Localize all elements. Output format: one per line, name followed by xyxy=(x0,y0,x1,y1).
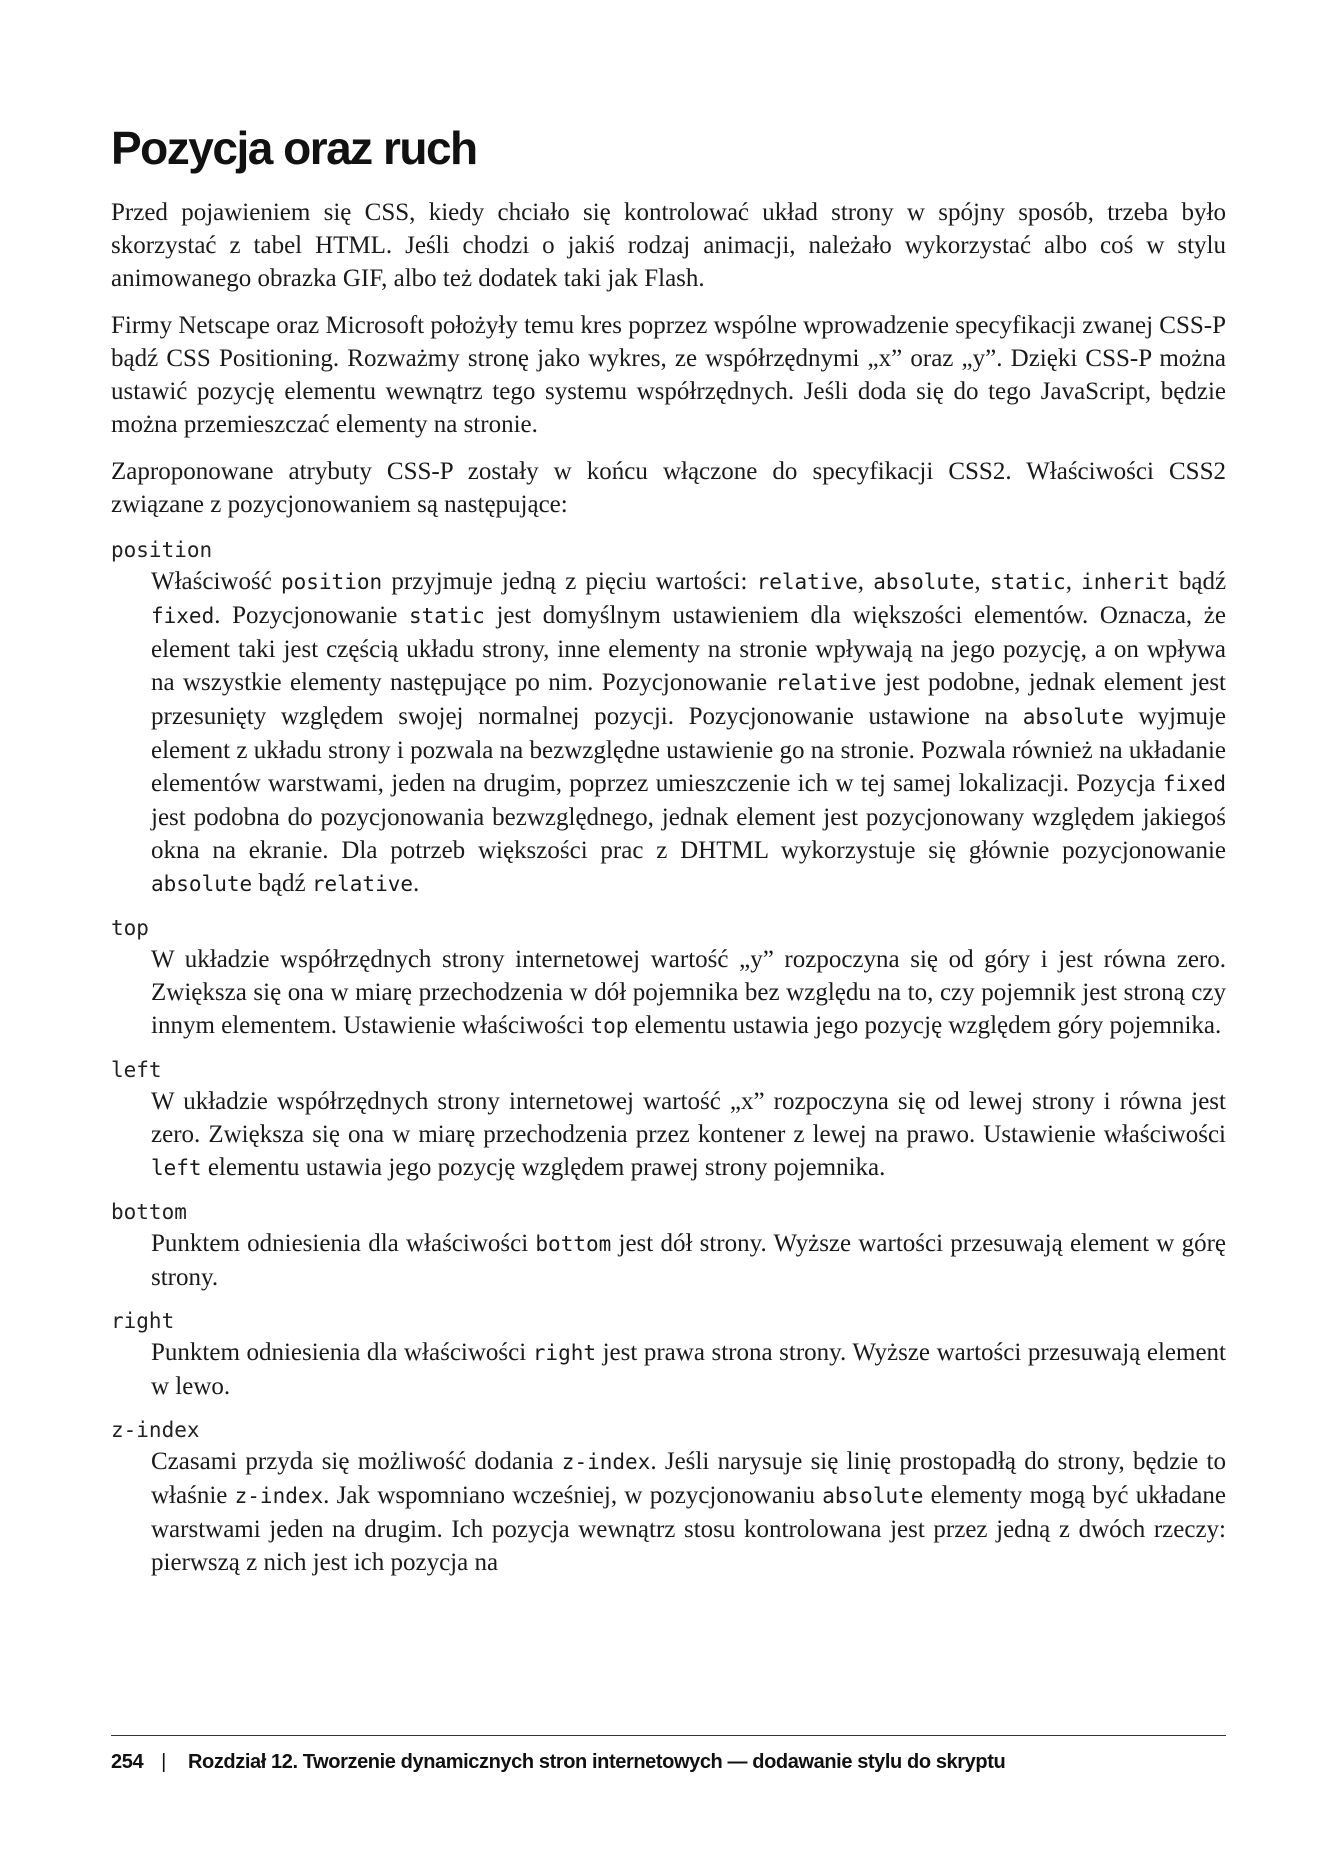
description-text: przyjmuje jedną z pięciu wartości: xyxy=(382,568,757,595)
inline-code: z-index xyxy=(234,1484,324,1508)
description-text: jest domyślnym ustawieniem dla większości elementów. Oznacza, że element taki jest częścią układu strony, inne elementy na stronie wpływają na jego pozycję, a on wpływa na wszystkie elementy następujące po nim. Pozycjonowanie xyxy=(151,602,1226,696)
inline-code: relative xyxy=(756,570,858,594)
inline-code: static xyxy=(989,570,1066,594)
description-text: W układzie współrzędnych strony internetowej wartość „y” rozpoczyna się od góry i jest równa zero. Zwiększa się ona w miarę przechodzenia w dół pojemnika bez względu na to, czy pojemnik jest stroną czy innym elementem. Ustawienie właściwości xyxy=(151,946,1226,1039)
property-description-bottom xyxy=(151,1227,1226,1294)
page-body xyxy=(111,118,1226,1591)
property-term-right: right xyxy=(111,1309,175,1333)
description-text: wyjmuje element z układu strony i pozwala na bezwzględne ustawienie go na stronie. Pozwala również na układanie elementów warstwami, jeden na drugim, poprzez umieszczenie ich w tej samej lokalizacji. Pozycja xyxy=(151,703,1226,797)
description-text: . Jeśli narysuje się linię prostopadłą do strony, będzie to właśnie xyxy=(151,1448,1226,1509)
property-term-left: left xyxy=(111,1058,162,1082)
description-text: , xyxy=(857,568,874,595)
property-term-bottom: bottom xyxy=(111,1200,187,1224)
description-text: elementu ustawia jego pozycję względem góry pojemnika. xyxy=(628,1012,1222,1039)
description-text: Punktem odniesienia dla właściwości xyxy=(151,1230,536,1257)
inline-code: relative xyxy=(775,671,877,695)
property-description-right xyxy=(151,1336,1226,1403)
inline-code: absolute xyxy=(822,1484,924,1508)
inline-code: z-index xyxy=(561,1450,651,1474)
property-term-top: top xyxy=(111,916,149,940)
inline-code: relative xyxy=(311,872,414,896)
inline-code: top xyxy=(590,1014,629,1038)
intro-paragraph-2: Firmy Netscape oraz Microsoft położyły temu kres poprzez wspólne wprowadzenie specyfikacji zwanej CSS-P bądź CSS Positioning. Rozważmy stronę jako wykres, ze współrzędnymi „x” oraz „y”. Dzięki CSS-P można ustawić pozycję elementu wewnątrz tego systemu współrzędnych. Jeśli doda się do tego JavaScript, będzie można przemieszczać elementy na stronie. xyxy=(111,312,1226,438)
footer-separator: | xyxy=(161,1751,166,1773)
description-text: , xyxy=(974,568,990,595)
description-text: , xyxy=(1065,568,1082,595)
inline-code: absolute xyxy=(151,872,253,896)
property-list xyxy=(111,535,1226,1579)
inline-code: static xyxy=(408,604,485,628)
description-text: elementu ustawia jego pozycję względem prawej strony pojemnika. xyxy=(201,1154,886,1181)
description-text: elementy mogą być układane warstwami jeden na drugim. Ich pozycja wewnątrz stosu kontrolowana jest przez jedną z dwóch rzeczy: pierwszą z nich jest ich pozycja na xyxy=(151,1482,1226,1576)
page-number: 254 xyxy=(111,1751,144,1773)
intro-paragraph-1: Przed pojawieniem się CSS, kiedy chciało się kontrolować układ strony w spójny sposób, trzeba było skorzystać z tabel HTML. Jeśli chodzi o jakiś rodzaj animacji, należało wykorzystać albo coś w stylu animowanego obrazka GIF, albo też dodatek taki jak Flash. xyxy=(111,199,1226,292)
description-text: . Jak wspomniano wcześniej, w pozycjonowaniu xyxy=(323,1482,823,1509)
footer-divider xyxy=(111,1735,1226,1736)
inline-code: position xyxy=(280,570,383,594)
intro-paragraph-3: Zaproponowane atrybuty CSS-P zostały w końcu włączone do specyfikacji CSS2. Właściwości CSS2 związane z pozycjonowaniem są następujące: xyxy=(111,458,1226,518)
property-term-z-index: z-index xyxy=(111,1418,200,1442)
description-text: bądź xyxy=(252,870,312,897)
description-text: Czasami przyda się możliwość dodania xyxy=(151,1448,562,1475)
property-description-z-index xyxy=(151,1445,1226,1579)
property-description-position xyxy=(151,565,1226,901)
inline-code: left xyxy=(151,1156,202,1180)
inline-code: absolute xyxy=(1022,705,1124,729)
description-text: jest podobna do pozycjonowania bezwzględnego, jednak element jest pozycjonowany względem jakiegoś okna na ekranie. Dla potrzeb większości prac z DHTML wykorzystuje się głównie pozycjonowanie xyxy=(151,804,1226,864)
section-title: Pozycja oraz ruch xyxy=(111,122,477,174)
description-text: . Pozycjonowanie xyxy=(214,602,409,629)
property-term-position: position xyxy=(111,538,213,562)
description-text: Właściwość xyxy=(151,568,281,595)
inline-code: fixed xyxy=(151,604,215,628)
inline-code: absolute xyxy=(873,570,975,594)
description-text: bądź xyxy=(1169,568,1227,595)
inline-code: inherit xyxy=(1081,570,1170,594)
description-text: . xyxy=(413,870,420,897)
inline-code: right xyxy=(532,1341,596,1365)
description-text: jest dół strony. Wyższe wartości przesuwają element w górę strony. xyxy=(151,1230,1227,1291)
inline-code: bottom xyxy=(535,1232,612,1256)
description-text: W układzie współrzędnych strony internetowej wartość „x” rozpoczyna się od lewej strony i równa jest zero. Zwiększa się ona w miarę przechodzenia przez kontener z lewej na prawo. Ustawienie właściwości xyxy=(151,1088,1226,1148)
inline-code: fixed xyxy=(1162,772,1226,796)
description-text: jest prawa strona strony. Wyższe wartości przesuwają element w lewo. xyxy=(151,1339,1227,1400)
description-text: jest podobne, jednak element jest przesunięty względem swojej normalnej pozycji. Pozycjonowanie ustawione na xyxy=(151,669,1226,730)
description-text: Punktem odniesienia dla właściwości xyxy=(151,1339,533,1366)
page-footer xyxy=(111,1748,1226,1776)
property-description-left xyxy=(151,1085,1226,1185)
property-description-top xyxy=(151,943,1226,1043)
chapter-title: Rozdział 12. Tworzenie dynamicznych stron internetowych — dodawanie stylu do skryptu xyxy=(187,1751,1006,1773)
